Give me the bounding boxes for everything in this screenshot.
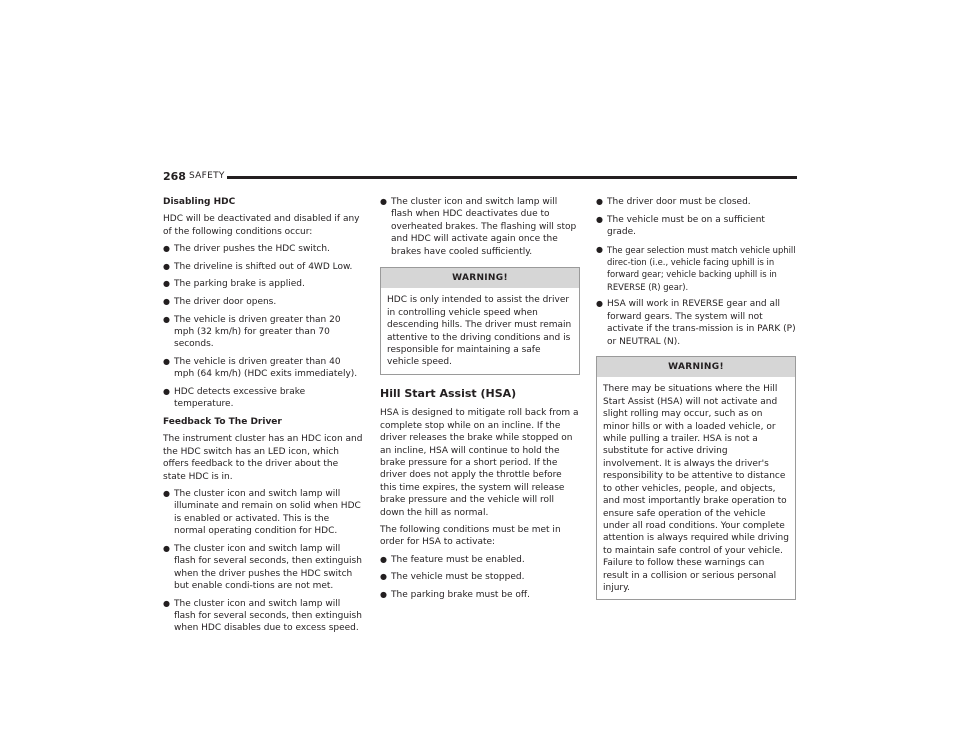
bullet-icon: ● — [163, 297, 170, 306]
bullet-icon: ● — [163, 598, 170, 608]
list-item: ● The driver door must be closed. — [596, 197, 751, 207]
list-item: ● The cluster icon and switch lamp will flash for several seconds, then extinguish when the driver pushes the HDC switch but enable condi-tions are not met. — [163, 543, 362, 592]
bullet-icon: ● — [596, 214, 603, 224]
list-item: ● The cluster icon and switch lamp will illuminate and remain on solid when HDC is enabled or activated. This is the normal operating condition for HDC. — [163, 489, 361, 537]
list-item: ● The driver door opens. — [163, 297, 277, 307]
column-left — [163, 196, 363, 640]
bullet-icon: ● — [163, 244, 170, 254]
bullet-icon: ● — [380, 197, 387, 206]
list-item: ● The vehicle must be stopped. — [380, 572, 525, 583]
bullet-icon: ● — [163, 279, 170, 289]
warning-title: WARNING! — [381, 268, 579, 288]
page-number: 268 — [163, 170, 186, 183]
bullet-icon: ● — [596, 244, 603, 254]
bullet-icon: ● — [380, 554, 387, 564]
list-item: ● The vehicle is driven greater than 40 mph (64 km/h) (HDC exits immediately). — [163, 357, 358, 380]
feedback-intro: The instrument cluster has an HDC icon and the HDC switch has an LED icon, which offers feedback to the driver about the state HDC is in. — [163, 434, 363, 482]
bullet-icon: ● — [596, 299, 603, 309]
list-item: ● The cluster icon and switch lamp will flash for several seconds, then extinguish when HDC disables due to excess speed. — [163, 598, 362, 634]
list-item: ● HDC detects excessive brake temperature. — [163, 387, 306, 410]
list-item: ● The vehicle is driven greater than 20 mph (32 km/h) for greater than 70 seconds. — [163, 314, 341, 350]
list-item: ● The cluster icon and switch lamp will flash when HDC deactivates due to overheated brakes. The flashing will stop and HDC will activate again once the brakes have cooled sufficiently. — [380, 197, 577, 257]
feedback-heading: Feedback To The Driver — [163, 417, 282, 427]
list-item: ● The driver pushes the HDC switch. — [163, 244, 330, 255]
bullet-icon: ● — [163, 387, 170, 396]
hsa-heading: Hill Start Assist (HSA) — [380, 386, 517, 400]
list-item: ● The parking brake is applied. — [163, 279, 305, 290]
warning-text: HDC is only intended to assist the driver in controlling vehicle speed when descending hills. The driver must remain attentive to the driving conditions and is responsible for maintaining a safe vehicle speed. — [387, 295, 572, 368]
disabling-conditions-list — [163, 243, 363, 411]
warning-title: WARNING! — [597, 357, 795, 377]
disabling-hdc-heading: Disabling HDC — [163, 197, 236, 207]
hsa-warning-box — [596, 356, 796, 600]
hsa-intro: HSA is designed to mitigate roll back from a complete stop while on an incline. If the driver releases the brake while stopped on an incline, HSA will continue to hold the brake pressure for a short period. If the driver does not apply the throttle before this time expires, the system will release brake pressure and the vehicle will roll down the hill as normal. — [380, 408, 579, 518]
list-item: ● HSA will work in REVERSE gear and all forward gears. The system will not activate if the trans-mission is in PARK (P) or NEUTRAL (N). — [596, 299, 796, 347]
feedback-list — [163, 488, 363, 635]
bullet-icon: ● — [163, 261, 170, 271]
hsa-conditions-list — [380, 554, 580, 602]
hdc-warning-box — [380, 267, 580, 375]
disabling-hdc-intro: HDC will be deactivated and disabled if any of the following conditions occur: — [163, 214, 360, 237]
hsa-conditions-intro: The following conditions must be met in order for HSA to activate: — [380, 524, 561, 548]
header-rule — [227, 176, 797, 179]
feedback-list-continued — [380, 196, 580, 258]
bullet-icon: ● — [163, 543, 170, 553]
list-item: ● The gear selection must match vehicle uphill direc-tion (i.e., vehicle facing uphill is in forward gear; vehicle backing uphill is in REVERSE (R) gear). — [596, 244, 796, 292]
bullet-icon: ● — [163, 357, 170, 366]
list-item: ● The vehicle must be on a sufficient grade. — [596, 214, 765, 237]
bullet-icon: ● — [380, 572, 387, 582]
section-title: SAFETY — [189, 171, 225, 181]
bullet-icon: ● — [163, 314, 170, 324]
list-item: ● The driveline is shifted out of 4WD Low. — [163, 261, 353, 272]
bullet-icon: ● — [380, 589, 387, 599]
warning-text: There may be situations where the Hill Start Assist (HSA) will not activate and slight rolling may occur, such as on minor hills or with a loaded vehicle, or while pulling a trailer. HSA is not a substitute for active driving involvement. It is always the driver's responsibility to be attentive to distance to other vehicles, people, and objects, and most importantly brake operation to ensure safe operation of the vehicle under all road conditions. Your complete attention is always required while driving to maintain safe control of your vehicle. Failure to follow these warnings can result in a collision or serious personal injury. — [603, 384, 789, 593]
page-header — [163, 170, 797, 188]
hsa-conditions-list-continued — [596, 196, 796, 348]
bullet-icon: ● — [163, 489, 170, 499]
column-right — [596, 196, 796, 600]
column-middle — [380, 196, 580, 607]
list-item: ● The feature must be enabled. — [380, 554, 525, 565]
list-item: ● The parking brake must be off. — [380, 589, 530, 600]
bullet-icon: ● — [596, 197, 603, 206]
